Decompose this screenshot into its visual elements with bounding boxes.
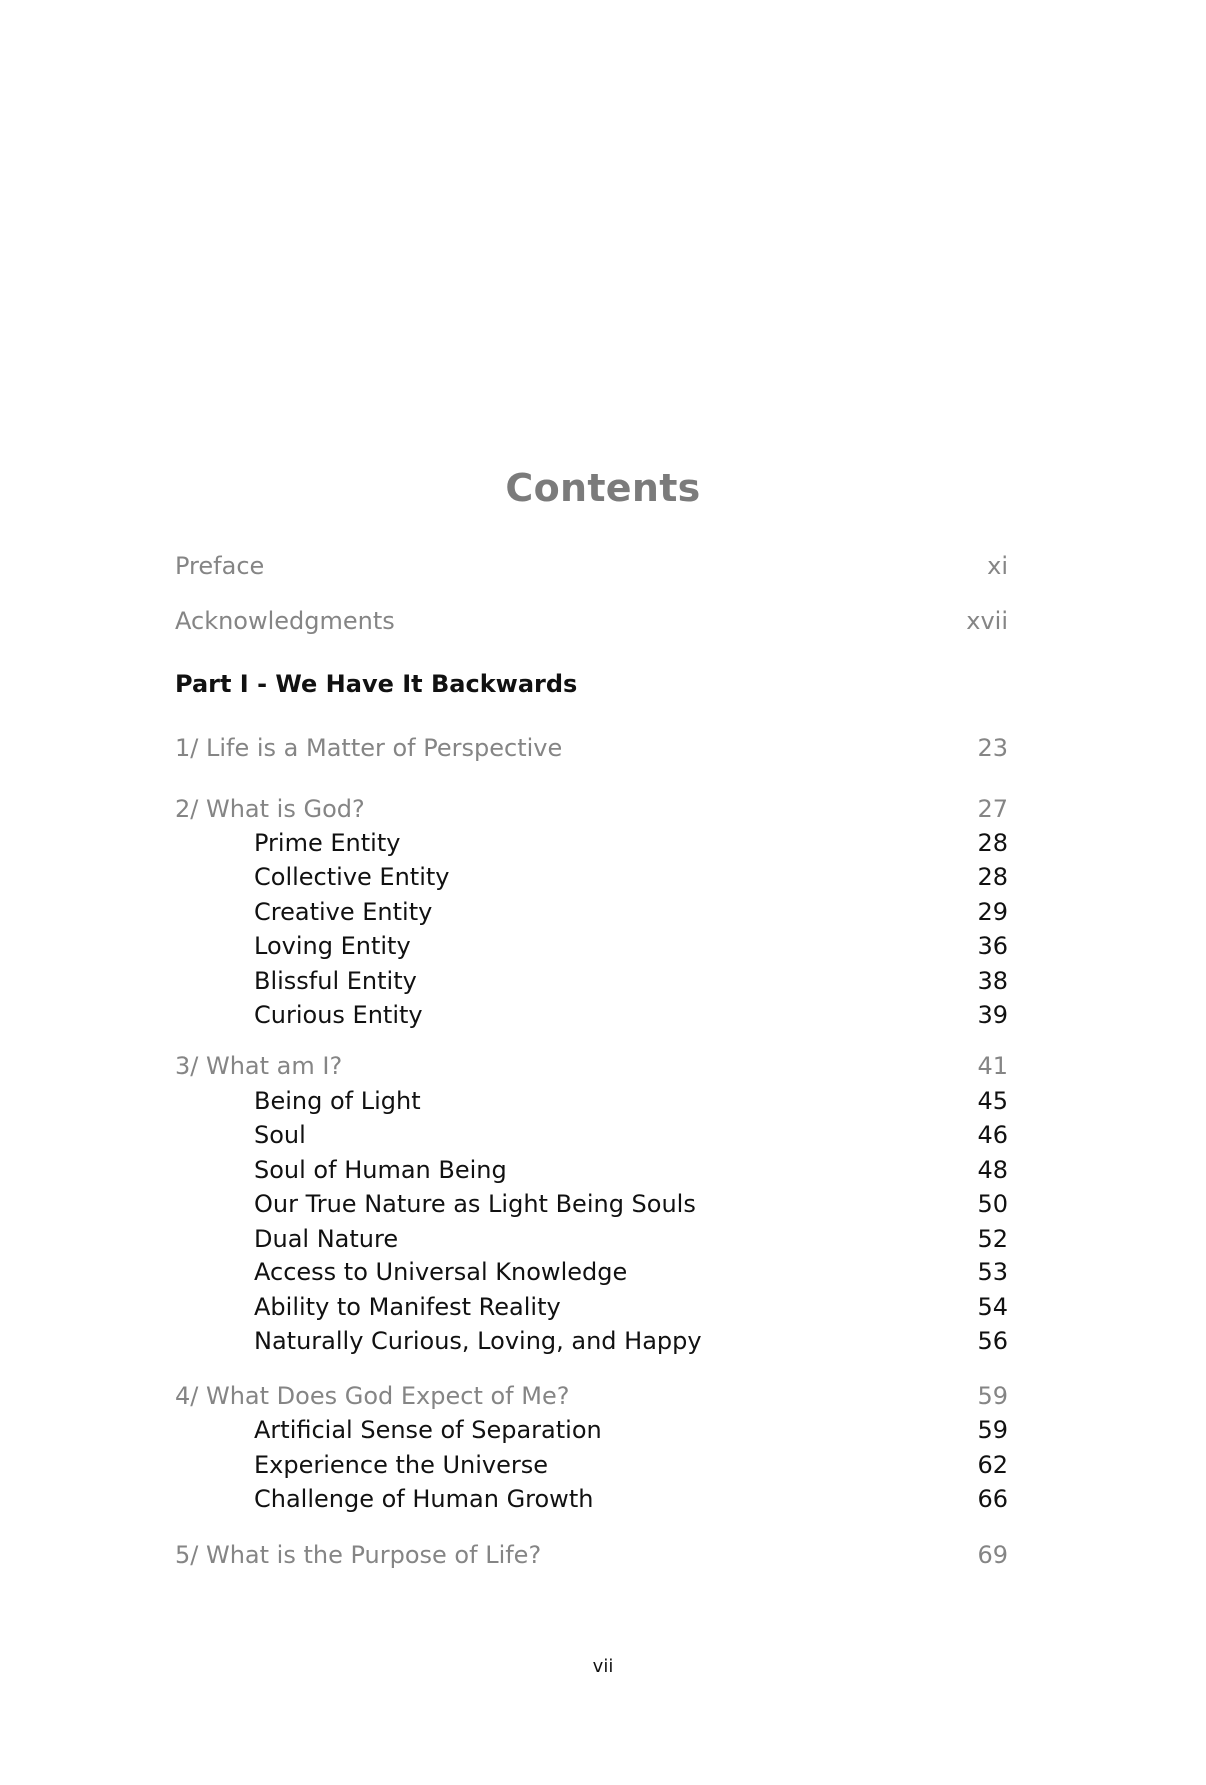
toc-section [0,1083,1206,1119]
section-page: 50 [977,1190,1008,1218]
section-page: 62 [977,1451,1008,1479]
toc-section [0,997,1206,1033]
chapter-label: 5/ What is the Purpose of Life? [175,1541,542,1569]
section-label: Ability to Manifest Reality [254,1293,561,1321]
part-heading: Part I - We Have It Backwards [175,670,578,698]
section-page: 39 [977,1001,1008,1029]
chapter-page: 23 [977,734,1008,762]
section-page: 59 [977,1416,1008,1444]
section-label: Artificial Sense of Separation [254,1416,602,1444]
section-page: 29 [977,898,1008,926]
toc-section [0,825,1206,861]
toc-entry-page: xi [987,552,1008,580]
toc-entry-label: Acknowledgments [175,607,395,635]
toc-section [0,1412,1206,1448]
section-label: Dual Nature [254,1225,399,1253]
chapter-label: 1/ Life is a Matter of Perspective [175,734,563,762]
toc-section [0,1254,1206,1290]
section-label: Experience the Universe [254,1451,549,1479]
section-label: Blissful Entity [254,967,417,995]
section-page: 48 [977,1156,1008,1184]
toc-entry-acknowledgments [0,603,1206,639]
section-label: Curious Entity [254,1001,423,1029]
section-page: 66 [977,1485,1008,1513]
toc-chapter-2 [0,791,1206,827]
section-page: 53 [977,1258,1008,1286]
toc-section [0,1221,1206,1257]
toc-section [0,1289,1206,1325]
toc-section [0,894,1206,930]
section-label: Soul of Human Being [254,1156,507,1184]
section-page: 28 [977,863,1008,891]
section-page: 28 [977,829,1008,857]
chapter-label: 4/ What Does God Expect of Me? [175,1382,570,1410]
section-page: 56 [977,1327,1008,1355]
chapter-label: 3/ What am I? [175,1052,343,1080]
chapter-label: 2/ What is God? [175,795,365,823]
section-label: Prime Entity [254,829,401,857]
page-title: Contents [505,466,701,510]
toc-section [0,1447,1206,1483]
toc-section [0,1323,1206,1359]
section-page: 36 [977,932,1008,960]
section-label: Being of Light [254,1087,421,1115]
toc-entry-preface [0,548,1206,584]
section-page: 38 [977,967,1008,995]
chapter-page: 41 [977,1052,1008,1080]
toc-section [0,859,1206,895]
toc-section [0,963,1206,999]
section-label: Challenge of Human Growth [254,1485,594,1513]
chapter-page: 59 [977,1382,1008,1410]
chapter-page: 69 [977,1541,1008,1569]
section-page: 52 [977,1225,1008,1253]
section-label: Our True Nature as Light Being Souls [254,1190,696,1218]
toc-section [0,1152,1206,1188]
section-label: Creative Entity [254,898,433,926]
toc-chapter-5 [0,1537,1206,1573]
toc-chapter-3 [0,1048,1206,1084]
toc-section [0,1117,1206,1153]
section-page: 54 [977,1293,1008,1321]
section-label: Collective Entity [254,863,450,891]
toc-section [0,1481,1206,1517]
section-label: Naturally Curious, Loving, and Happy [254,1327,702,1355]
toc-entry-page: xvii [966,607,1008,635]
toc-chapter-1 [0,730,1206,766]
toc-chapter-4 [0,1378,1206,1414]
chapter-page: 27 [977,795,1008,823]
section-label: Soul [254,1121,306,1149]
section-label: Access to Universal Knowledge [254,1258,628,1286]
toc-section [0,928,1206,964]
toc-entry-label: Preface [175,552,265,580]
section-page: 45 [977,1087,1008,1115]
page-number: vii [592,1656,614,1677]
section-label: Loving Entity [254,932,411,960]
section-page: 46 [977,1121,1008,1149]
toc-section [0,1186,1206,1222]
